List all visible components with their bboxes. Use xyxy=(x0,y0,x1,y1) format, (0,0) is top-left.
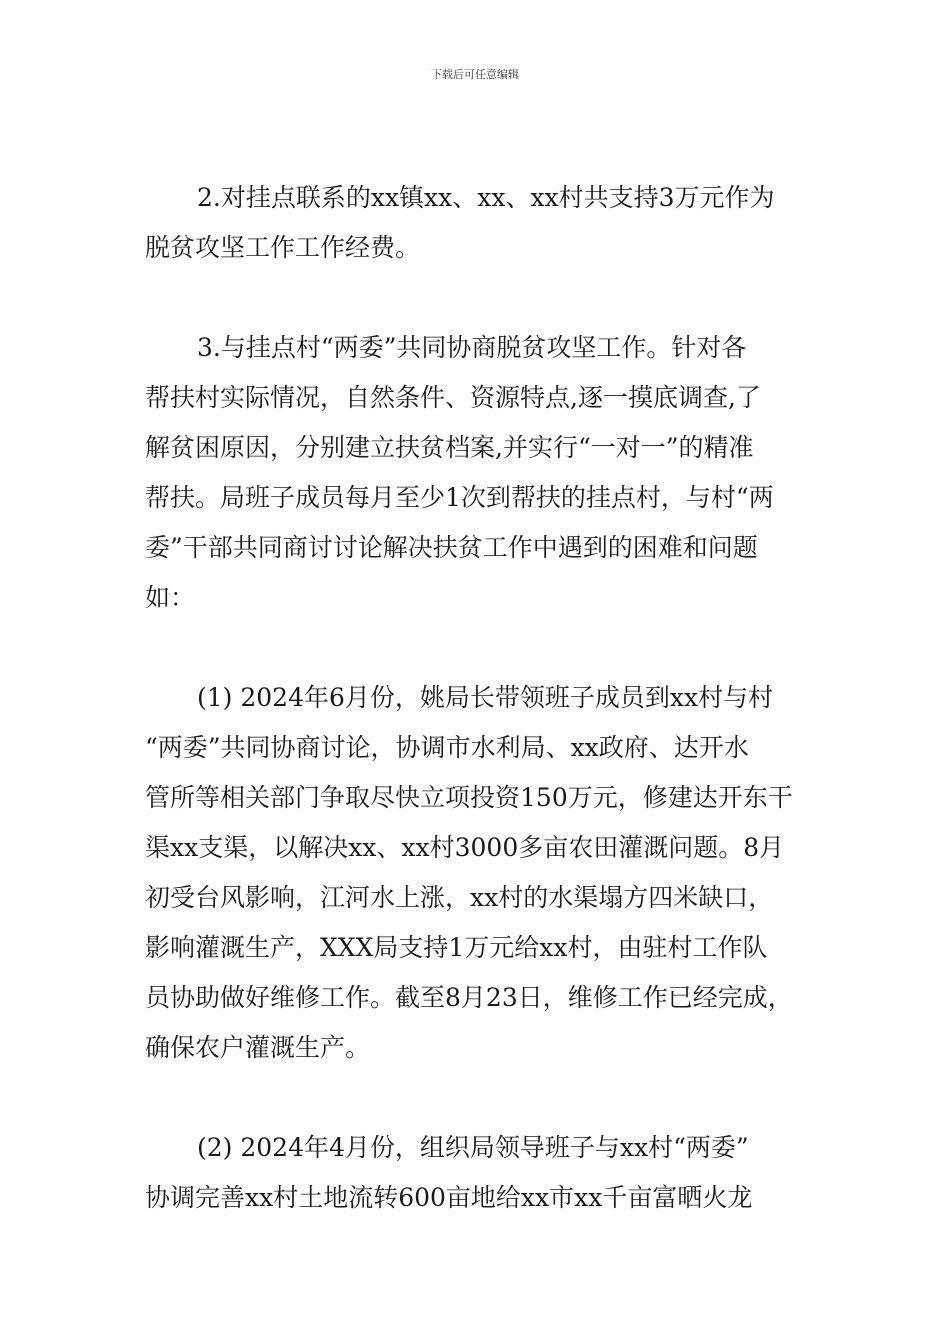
paragraph-3-line-5: 初受台风影响，江河水上涨，xx村的水渠塌方四米缺口， xyxy=(145,883,774,912)
paragraph-1-line-1: 2.对挂点联系的xx镇xx、xx、xx村共支持3万元作为 xyxy=(197,183,775,212)
paragraph-4-line-2: 协调完善xx村土地流转600亩地给xx市xx千亩富晒火龙 xyxy=(145,1183,753,1212)
paragraph-3-line-7: 员协助做好维修工作。截至8月23日，维修工作已经完成， xyxy=(145,983,793,1012)
paragraph-2-line-5: 委”干部共同商讨讨论解决扶贫工作中遇到的困难和问题 xyxy=(145,533,758,562)
paragraph-3-line-1: (1) 2024年6月份，姚局长带领班子成员到xx村与村 xyxy=(197,683,774,712)
paragraph-3-line-4: 渠xx支渠，以解决xx、xx村3000多亩农田灌溉问题。8月 xyxy=(145,833,785,862)
paragraph-2-line-4: 帮扶。局班子成员每月至少1次到帮扶的挂点村，与村“两 xyxy=(145,483,774,512)
paragraph-3-line-2: “两委”共同协商讨论，协调市水利局、xx政府、达开水 xyxy=(145,733,749,762)
paragraph-3-line-6: 影响灌溉生产，XXX局支持1万元给xx村，由驻村工作队 xyxy=(145,933,768,962)
paragraph-2-line-1: 3.与挂点村“两委”共同协商脱贫攻坚工作。针对各 xyxy=(197,333,747,362)
page-header: 下载后可任意编辑 xyxy=(431,68,519,81)
paragraph-2-line-2: 帮扶村实际情况，自然条件、资源特点,逐一摸底调查,了 xyxy=(145,383,761,412)
paragraph-1-line-2: 脱贫攻坚工作工作经费。 xyxy=(145,233,421,262)
paragraph-4-line-1: (2) 2024年4月份，组织局领导班子与xx村“两委” xyxy=(197,1133,749,1162)
paragraph-2-line-6: 如： xyxy=(145,583,196,612)
paragraph-3-line-8: 确保农户灌溉生产。 xyxy=(145,1033,371,1062)
paragraph-2-line-3: 解贫困原因，分别建立扶贫档案,并实行“一对一”的精准 xyxy=(145,433,754,462)
paragraph-3-line-3: 管所等相关部门争取尽快立项投资150万元，修建达开东干 xyxy=(145,783,793,812)
